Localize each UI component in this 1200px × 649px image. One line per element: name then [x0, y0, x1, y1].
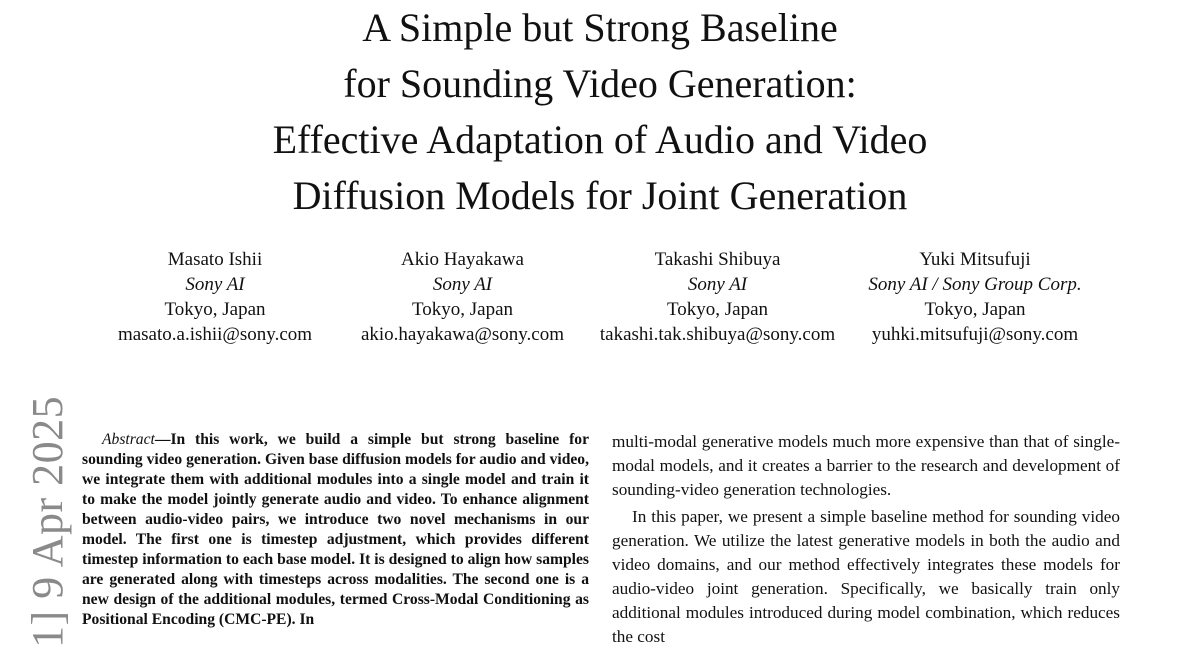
title-line: Effective Adaptation of Audio and Video [272, 117, 928, 162]
author-block [0, 247, 1200, 347]
author-name: Masato Ishii [167, 249, 263, 270]
intro-paragraph: multi-modal generative models much more expensive than that of single-modal models, and it creates a barrier to the research and development of sounding-video generation technologies. [612, 432, 1120, 499]
author-1 [100, 247, 330, 347]
arxiv-stamp: 1] 9 Apr 2025 [23, 395, 72, 648]
intro-column [612, 430, 1120, 649]
abstract-label: Abstract [102, 431, 155, 448]
author-name: Takashi Shibuya [654, 249, 781, 270]
intro-paragraph: In this paper, we present a simple baseline method for sounding video generation. We utilize the latest generative models in both the audio and video domains, and our method effectively integrates these models for audio-video joint generation. Specifically, we basically train only additional modules introduced during model combination, which reduces the cost [612, 507, 1120, 646]
author-3 [590, 247, 845, 347]
author-4 [850, 247, 1100, 347]
author-location: Tokyo, Japan [924, 299, 1026, 320]
author-affiliation: Sony AI / Sony Group Corp. [868, 274, 1082, 295]
author-email: masato.a.ishii@sony.com [117, 324, 313, 345]
paper-title [0, 0, 1200, 224]
abstract-text: —In this work, we build a simple but strong baseline for sounding video generation. Given base diffusion models for audio and video, we integrate them with additional modules into a single model and train it to make the model jointly generate audio and video. To enhance alignment between audio-video pairs, we introduce two novel mechanisms in our model. The first one is timestep adjustment, which provides different timestep information to each base model. It is designed to align how samples are generated along with timesteps across modalities. The second one is a new design of the additional modules, termed Cross-Modal Conditioning as Positional Encoding (CMC-PE). In [82, 431, 589, 628]
abstract [82, 430, 589, 630]
title-line: Diffusion Models for Joint Generation [292, 173, 908, 218]
author-email: akio.hayakawa@sony.com [360, 324, 565, 345]
author-location: Tokyo, Japan [164, 299, 266, 320]
author-email: takashi.tak.shibuya@sony.com [599, 324, 836, 345]
author-affiliation: Sony AI [185, 274, 245, 295]
author-affiliation: Sony AI [432, 274, 493, 295]
author-name: Yuki Mitsufuji [919, 249, 1031, 270]
author-affiliation: Sony AI [687, 274, 748, 295]
title-line: for Sounding Video Generation: [343, 61, 857, 106]
author-name: Akio Hayakawa [401, 249, 524, 270]
author-location: Tokyo, Japan [666, 299, 769, 320]
title-line: A Simple but Strong Baseline [362, 5, 838, 50]
author-location: Tokyo, Japan [411, 299, 514, 320]
author-email: yuhki.mitsufuji@sony.com [871, 324, 1079, 345]
author-2 [350, 247, 575, 347]
